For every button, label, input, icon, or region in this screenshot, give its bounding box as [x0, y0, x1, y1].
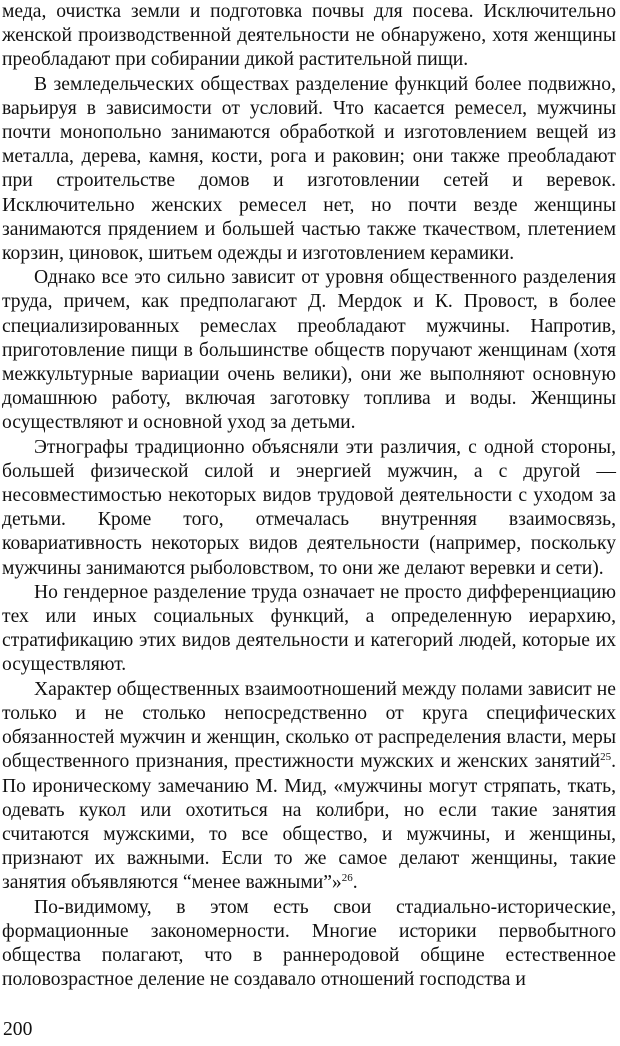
page-number: 200	[3, 1019, 33, 1040]
body-text	[2, 0, 616, 992]
paragraph-3: Однако все это сильно зависит от уровня общественного разделения труда, причем, как предполагают Д. Мердок и К. Провост, в более специализированных ремеслах преобладают мужчины. Напротив, приготовление пищи в большинстве обществ поручают женщинам (хотя межкультурные вариации очень велики), они же выполняют основную домашнюю работу, включая заготовку топлива и воды. Женщины осуществляют и основной уход за детьми.	[2, 267, 616, 434]
paragraph-4: Этнографы традиционно объясняли эти различия, с одной стороны, большей физической силой и энергией мужчин, а с другой — несовместимостью некоторых видов трудовой деятельности с уходом за детьми. Кроме того, отмечалась внутренняя взаимосвязь, ковариативность некоторых видов деятельности (например, поскольку мужчины занимаются рыболовством, то они же делают веревки и сети).	[2, 436, 616, 579]
paragraph-1: меда, очистка земли и подготовка почвы для посева. Исключительно женской производственной деятельности не обнаружено, хотя женщины преобладают при собирании дикой растительной пищи.	[2, 1, 616, 71]
paragraph-6-text-after: .	[352, 872, 358, 894]
paragraph-5: Но гендерное разделение труда означает не просто дифференциацию тех или иных социальных функций, а определенную иерархию, стратификацию этих видов деятельности и категорий людей, которые их осуществляют.	[2, 581, 616, 676]
paragraph-7: По-видимому, в этом есть свои стадиально-исторические, формационные закономерности. Многие историки первобытного общества полагают, что в раннеродовой общине естественное половозрастное деление не создавало отношений господства и	[2, 896, 616, 991]
paragraph-2: В земледельческих обществах разделение функций более подвижно, варьируя в зависимости от условий. Что касается ремесел, мужчины почти монопольно занимаются обработкой и изготовлением вещей из металла, дерева, камня, кости, рога и раковин; они также преобладают при строительстве домов и изготовлении сетей и веревок. Исключительно женских ремесел нет, но почти везде женщины занимаются прядением и большей частью также ткачеством, плетением корзин, циновок, шитьем одежды и изготовлением керамики.	[2, 73, 616, 265]
paragraph-6-text-middle: . По ироническому замечанию М. Мид, «мужчины могут стряпать, ткать, одевать кукол или охотиться на колибри, но если такие занятия считаются мужскими, то все общество, и мужчины, и женщины, признают их важными. Если то же самое делают женщины, такие занятия объявляются “менее важными”»	[2, 751, 616, 894]
footnote-ref-26: 26	[341, 872, 353, 885]
footnote-ref-25: 25	[600, 751, 612, 764]
paragraph-6-text-before: Характер общественных взаимоотношений между полами зависит не только и не столько непосредственно от круга специфических обязанностей мужчин и женщин, сколько от распределения власти, меры общественного признания, престижности мужских и женских занятий	[2, 678, 616, 773]
paragraph-6	[2, 678, 616, 896]
